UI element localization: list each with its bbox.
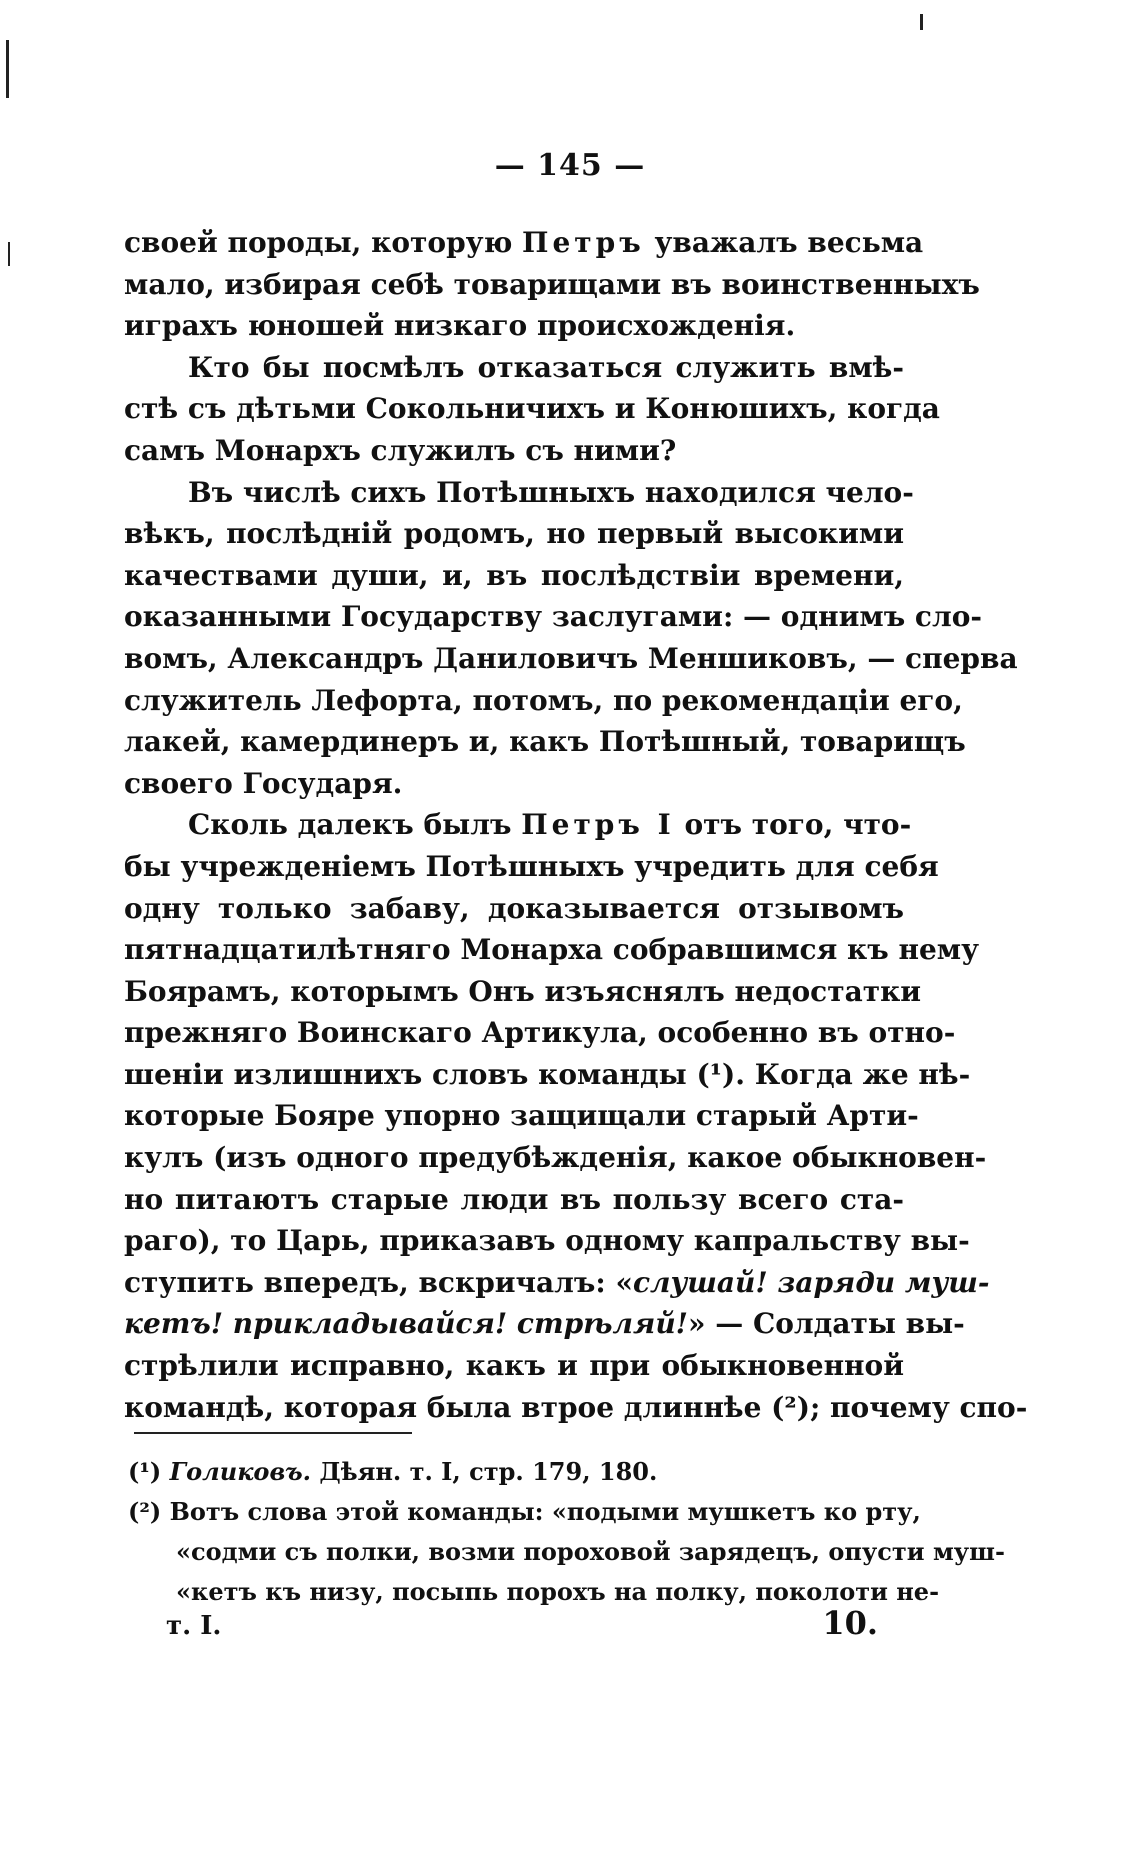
signature-row [166,1604,878,1648]
text-line: одну только забаву, доказывается отзывомъ [124,891,904,925]
text-line: Въ числѣ сихъ Потѣшныхъ находился чело- [188,475,914,509]
text-line: стрѣлили исправно, какъ и при обыкновенной [124,1349,904,1383]
text-line: лакей, камердинеръ и, какъ Потѣшный, товарищъ [124,725,966,759]
footnote-2-line: «кетъ къ низу, посыпь порохъ на полку, поколоти не- [176,1577,940,1606]
text-line: качествами души, и, въ послѣдствіи времени, [124,558,904,592]
text-line: самъ Монархъ служилъ съ ними? [124,433,677,467]
sheet-number: 10. [822,1604,878,1642]
text-line: Боярамъ, которымъ Онъ изъяснялъ недостатки [124,974,922,1008]
text-line: своего Государя. [124,766,403,800]
footnote-2-line: «содми съ полки, возми пороховой зарядецъ, опусти муш- [176,1537,1005,1566]
page-number-header: — 145 — [494,148,646,183]
text-line: бы учрежденіемъ Потѣшныхъ учредить для себя [124,849,939,883]
text-line: пятнадцатилѣтняго Монарха собравшимся къ нему [124,933,980,967]
text-line: Кто бы посмѣлъ отказаться служить вмѣ- [188,350,904,384]
text-line: вомъ, Александръ Даниловичъ Меншиковъ, — сперва [124,641,1018,675]
footnote-separator [134,1432,412,1434]
footnotes [128,1452,1005,1612]
text-line: кетъ! прикладывайся! стрѣляй!» — Солдаты вы- [124,1307,965,1341]
text-line: шеніи излишнихъ словъ команды (¹). Когда же нѣ- [124,1057,971,1091]
text-line: которые Бояре упорно защищали старый Арти- [124,1099,919,1133]
text-line: своей породы, которую Петръ уважалъ весьма [124,226,924,259]
text-line: стѣ съ дѣтьми Сокольничихъ и Конюшихъ, когда [124,392,940,426]
volume-signature: т. I. [166,1611,222,1641]
text-line: играхъ юношей низкаго происхожденія. [124,309,796,343]
text-line: вѣкъ, послѣдній родомъ, но первый высокими [124,517,904,551]
scan-mark-left-mid [8,242,10,266]
scan-mark-top-right [920,14,923,30]
text-line: кулъ (изъ одного предубѣжденія, какое обыкновен- [124,1141,987,1175]
text-line: Сколь далекъ былъ Петръ I отъ того, что- [188,808,912,842]
footnote-2: (²) Вотъ слова этой команды: «подыми мушкетъ ко рту, [128,1497,921,1526]
text-line: прежняго Воинскаго Артикула, особенно въ отно- [124,1016,956,1050]
text-line: командѣ, которая была втрое длиннѣе (²); почему спо- [124,1390,1028,1424]
text-line: но питаютъ старые люди въ пользу всего ста- [124,1182,904,1216]
main-text [124,222,1028,1428]
text-line: ступить впередъ, вскричалъ: «слушай! заряди муш- [124,1265,990,1299]
text-line: служитель Лефорта, потомъ, по рекомендаціи его, [124,683,963,717]
text-line: оказанными Государству заслугами: — однимъ сло- [124,600,983,634]
scan-mark-left-top [6,40,9,98]
footnote-1: (¹) Голиковъ. Дѣян. т. I, стр. 179, 180. [128,1457,658,1486]
text-line: мало, избирая себѣ товарищами въ воинственныхъ [124,267,980,301]
text-line: раго), то Царь, приказавъ одному капральству вы- [124,1224,970,1258]
